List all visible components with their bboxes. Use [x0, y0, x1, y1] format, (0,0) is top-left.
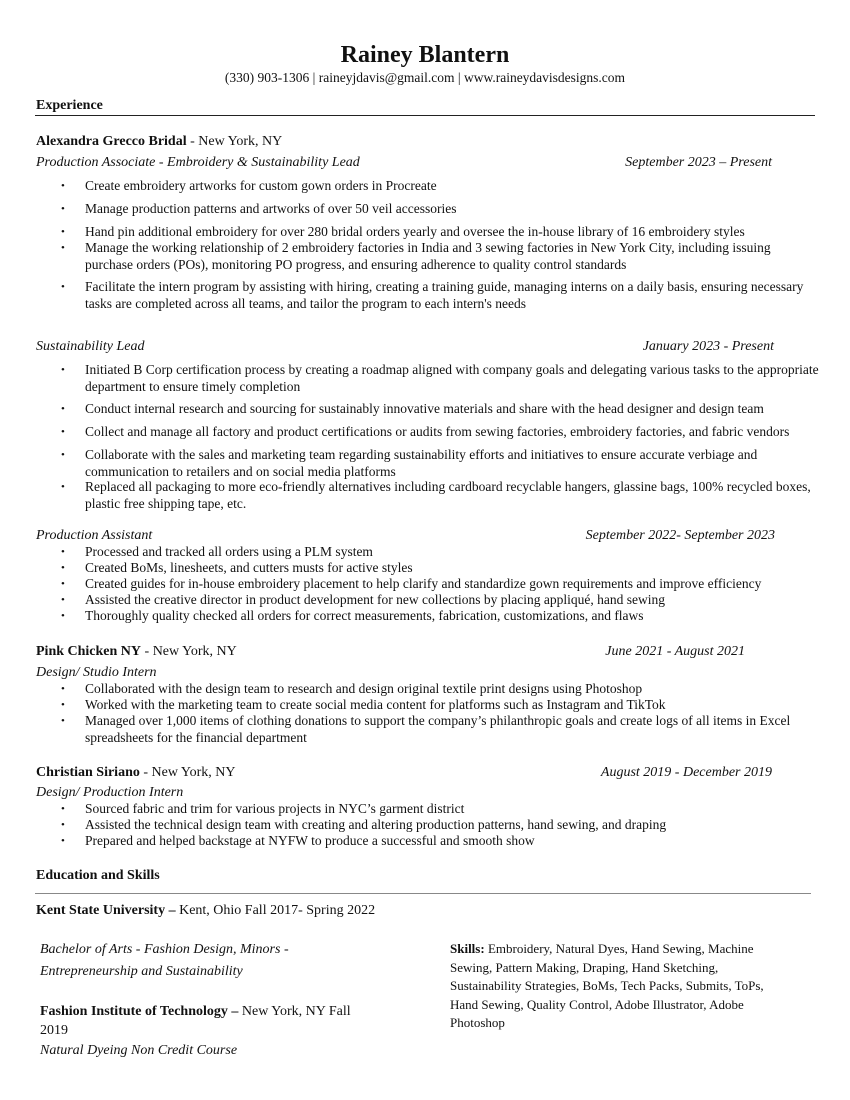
list-item: • Created BoMs, linesheets, and cutters musts for active styles	[85, 560, 820, 577]
role-title: Production Associate - Embroidery & Sustainability Lead	[36, 155, 360, 170]
role-dates: September 2023 – Present	[625, 155, 772, 170]
contact-line: (330) 903-1306 | raineyjdavis@gmail.com | www.raineydavisdesigns.com	[224, 70, 626, 85]
list-item: • Facilitate the intern program by assisting with hiring, creating a training guide, managing interns on a daily basis, ensuring necessary tasks are completed across all teams, and tailor the program to each intern's needs	[85, 279, 820, 312]
role-dates: September 2022- September 2023	[585, 528, 775, 543]
list-item: • Assisted the creative director in product development for new collections by placing appliqué, hand sewing	[85, 592, 820, 609]
company-name: Alexandra Grecco Bridal	[36, 134, 187, 149]
company-location: - New York, NY	[141, 644, 237, 659]
role-title: Design/ Production Intern	[36, 785, 184, 800]
education-kent-state	[36, 901, 386, 920]
list-item: • Collaborated with the design team to research and design original textile print designs using Photoshop	[85, 681, 820, 698]
list-item: • Conduct internal research and sourcing for sustainably innovative materials and share with the head designer and design team	[85, 401, 820, 418]
company-location: - New York, NY	[139, 765, 236, 780]
school-detail: New York, NY Fall 2019	[40, 1004, 351, 1038]
company-name: Pink Chicken NY	[36, 644, 142, 659]
role-title: Production Assistant	[36, 528, 153, 543]
list-item: • Assisted the technical design team with creating and altering production patterns, hand sewing, and draping	[85, 817, 820, 834]
list-item: • Manage production patterns and artworks of over 50 veil accessories	[85, 201, 820, 218]
list-item: • Worked with the marketing team to create social media content for platforms such as Instagram and TikTok	[85, 697, 820, 714]
role-title: Design/ Studio Intern	[36, 665, 157, 680]
degree-program: Bachelor of Arts - Fashion Design, Minors - Entrepreneurship and Sustainability	[40, 942, 289, 979]
skills-block	[450, 940, 790, 1033]
list-item: • Processed and tracked all orders using a PLM system	[85, 544, 820, 561]
list-item: • Replaced all packaging to more eco-friendly alternatives including cardboard recyclable hangers, glassine bags, 100% recycled boxes, plastic free shipping tape, etc.	[85, 479, 820, 512]
role-title: Sustainability Lead	[36, 339, 145, 354]
company-name: Christian Siriano	[36, 765, 140, 780]
list-item: • Thoroughly quality checked all orders for correct measurements, fabrication, customizations, and flaws	[85, 608, 820, 625]
list-item: • Collect and manage all factory and product certifications or audits from sewing factories, embroidery factories, and fabric vendors	[85, 424, 820, 441]
list-item: • Manage the working relationship of 2 embroidery factories in India and 3 sewing factories in New York City, including issuing purchase orders (POs), monitoring PO progress, and ensuring adherence to quality control standards	[85, 240, 820, 273]
list-item: • Created guides for in-house embroidery placement to help clarify and standardize gown requirements and improve efficiency	[85, 576, 820, 593]
experience-heading: Experience	[36, 98, 103, 113]
resume-name: Rainey Blantern	[340, 42, 510, 68]
education-heading: Education and Skills	[36, 868, 160, 883]
course-program: Natural Dyeing Non Credit Course	[40, 1043, 238, 1058]
company-location: - New York, NY	[186, 134, 283, 149]
list-item: • Managed over 1,000 items of clothing donations to support the company’s philanthropic goals and create logs of all items in Excel spreadsheets for the financial department	[85, 713, 820, 746]
role-dates: June 2021 - August 2021	[605, 644, 745, 659]
skills-label: Skills:	[450, 941, 485, 956]
role-dates: January 2023 - Present	[642, 339, 774, 354]
experience-divider	[35, 115, 815, 116]
role-dates: August 2019 - December 2019	[600, 765, 772, 780]
company-pink-chicken	[36, 643, 237, 661]
list-item: • Sourced fabric and trim for various projects in NYC’s garment district	[85, 801, 820, 818]
company-alexandra-grecco	[36, 133, 282, 151]
school-name: Kent State University –	[36, 903, 176, 918]
school-detail: Kent, Ohio Fall 2017- Spring 2022	[175, 903, 376, 918]
list-item: • Prepared and helped backstage at NYFW to produce a successful and smooth show	[85, 833, 820, 850]
list-item: • Initiated B Corp certification process by creating a roadmap aligned with company goals and delegating various tasks to the appropriate department to ensure timely completion	[85, 362, 820, 395]
skills-list: Embroidery, Natural Dyes, Hand Sewing, Machine Sewing, Pattern Making, Draping, Hand Sketching, Sustainability Strategies, BoMs, Tech Packs, Submits, ToPs, Hand Sewing, Quality Control, Adobe Illustrator, Adobe Photoshop	[450, 941, 764, 1030]
company-christian-siriano	[36, 764, 236, 782]
education-divider	[35, 893, 811, 894]
list-item: • Collaborate with the sales and marketing team regarding sustainability efforts and initiatives to ensure accurate verbiage and communication to retailers and on social media platforms	[85, 447, 820, 480]
school-name: Fashion Institute of Technology –	[40, 1004, 239, 1019]
education-fit	[40, 1002, 370, 1040]
list-item: • Create embroidery artworks for custom gown orders in Procreate	[85, 178, 820, 195]
list-item: • Hand pin additional embroidery for over 280 bridal orders yearly and oversee the in-house library of 16 embroidery styles	[85, 224, 820, 241]
